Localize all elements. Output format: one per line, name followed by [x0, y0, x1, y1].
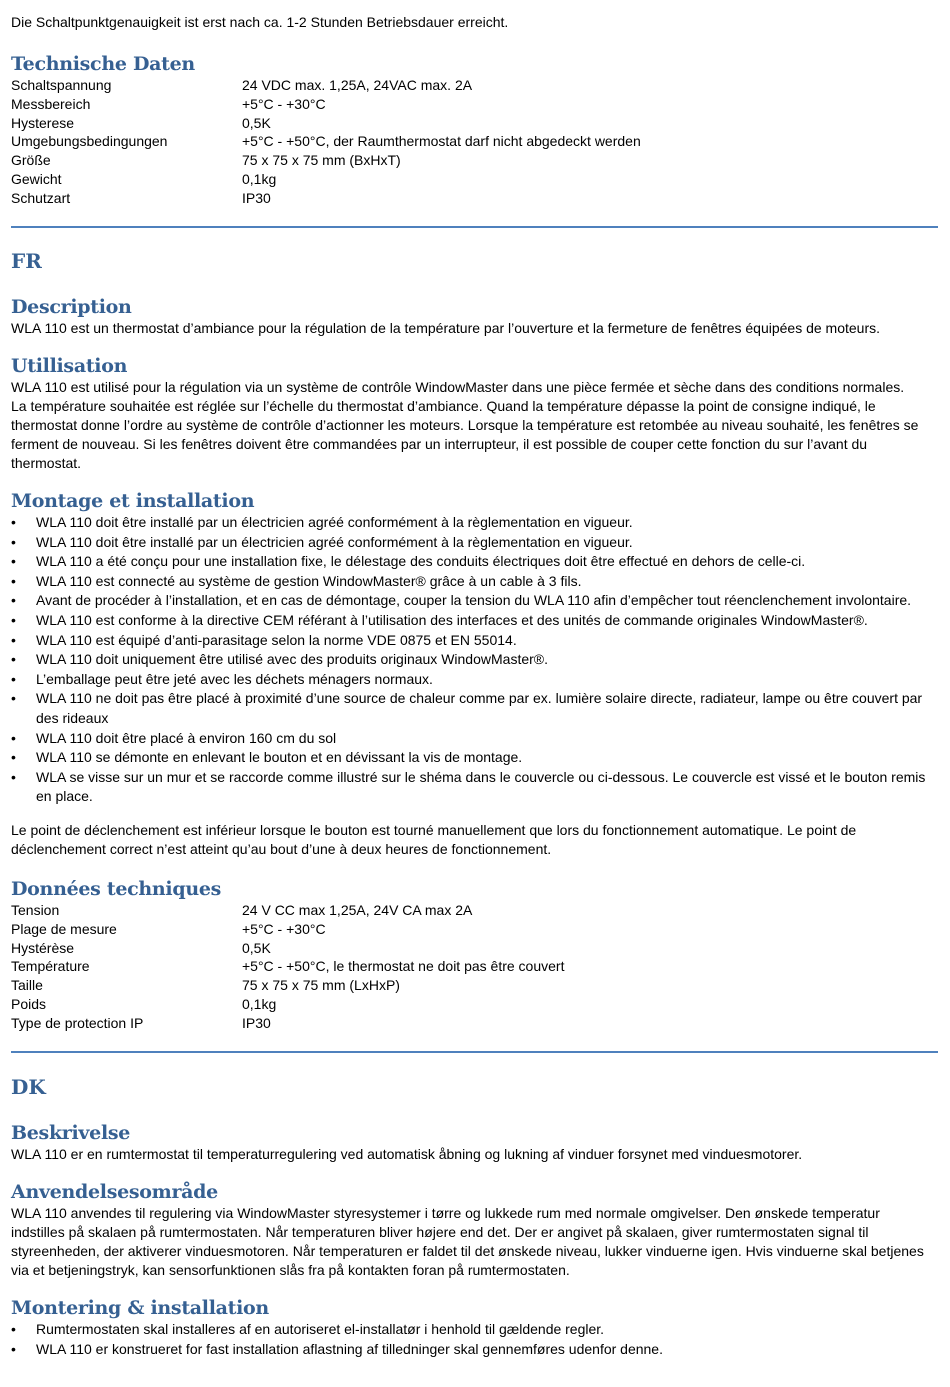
fr-use-line: thermostat. [11, 455, 82, 471]
list-item: • WLA 110 doit être placé à environ 160 cm du sol [11, 729, 939, 749]
dk-use-line: via et betjeningstryk, kan sensorfunktionen slås fra på kontakten foran på rumtermostaten. [11, 1262, 570, 1278]
spec-row [11, 132, 939, 151]
spec-value: 24 VDC max. 1,25A, 24VAC max. 2A [242, 77, 473, 93]
de-tech-heading: Technische Daten [11, 53, 195, 75]
spec-value: 0,1kg [242, 995, 277, 1012]
list-item: • WLA 110 ne doit pas être placé à proximité d’une source de chaleur comme par ex. lumière solaire directe, radiateur, lampe ou être couvert par des rideaux [11, 689, 939, 728]
spec-row [11, 939, 939, 958]
list-item: • WLA se visse sur un mur et se raccorde comme illustré sur le shéma dans le couvercle ou ci-dessous. Le couvercle est vissé et le bouton remis en place. [11, 768, 939, 807]
fr-desc-text: WLA 110 est un thermostat d’ambiance pour la régulation de la température par l’ouverture et la fermeture de fenêtres équipées de moteurs. [11, 320, 881, 336]
list-item: • Avant de procéder à l’installation, et en cas de démontage, couper la tension du WLA 110 afin d’empêcher tout réenclenchement involontaire. [11, 591, 939, 611]
dk-section-title: DK [11, 1075, 46, 1099]
fr-install-list [11, 513, 939, 807]
list-item: • WLA 110 se démonte en enlevant le bouton et en dévissant la vis de montage. [11, 748, 939, 768]
de-tech-section [11, 52, 939, 208]
dk-description-section [11, 1121, 939, 1164]
spec-value: 0,1kg [242, 170, 277, 187]
fr-install-section [11, 489, 939, 807]
spec-label: Gewicht [11, 170, 62, 187]
spec-label: Schutzart [11, 189, 71, 206]
spec-row [11, 189, 939, 208]
fr-install-heading: Montage et installation [11, 490, 255, 512]
dk-section-title-block [11, 1074, 939, 1100]
fr-trigger-line: déclenchement correct n’est atteint qu’au bout d’une à deux heures de fonctionnement. [11, 841, 552, 857]
spec-row [11, 976, 939, 995]
spec-value: 0,5K [242, 939, 271, 956]
list-item: • L’emballage peut être jeté avec les déchets ménagers normaux. [11, 670, 939, 690]
fr-use-line: WLA 110 est utilisé pour la régulation via un système de contrôle WindowMaster dans une pièce fermée et sèche dans des conditions normales. [11, 379, 905, 395]
spec-row [11, 957, 939, 976]
fr-use-line: thermostat donne l’ordre au système de contrôle d’actionner les moteurs. Lorsque la température est retombée au niveau souhaité, les fenêtres se [11, 417, 919, 433]
spec-value: 75 x 75 x 75 mm (BxHxT) [242, 152, 401, 169]
dk-install-section [11, 1296, 939, 1359]
dk-use-line: indstilles på skalaen på rumtermostaten. Når temperaturen bliver højere end det. Der er angivet på skalaen, giver rumtermostaten signal til [11, 1224, 869, 1240]
list-item: • WLA 110 est conforme à la directive CEM référant à l’utilisation des interfaces et des unités de commande originales WindowMaster®. [11, 611, 939, 631]
fr-use-paragraph [11, 378, 939, 473]
spec-label: Tension [11, 902, 60, 918]
list-item: • WLA 110 doit être installé par un électricien agréé conformément à la règlementation en vigueur. [11, 533, 939, 553]
section-divider-dk [11, 1051, 938, 1053]
dk-install-list [11, 1320, 939, 1359]
spec-value: IP30 [242, 1014, 271, 1031]
fr-spec-table [11, 901, 939, 1033]
spec-label: Hysterese [11, 114, 75, 131]
spec-row [11, 920, 939, 939]
list-item: • WLA 110 er konstrueret for fast installation aflastning af tilledninger skal gennemføres udenfor denne. [11, 1340, 939, 1360]
spec-row [11, 76, 939, 95]
fr-trigger-line: Le point de déclenchement est inférieur lorsque le bouton est tourné manuellement que lors du fonctionnement automatique. Le point de [11, 822, 857, 838]
dk-use-line: WLA 110 anvendes til regulering via WindowMaster styresystemer i tørre og lukkede rum med normale omgivelser. Den ønskede temperatur [11, 1205, 880, 1221]
fr-use-line: La température souhaitée est réglée sur l’échelle du thermostat d’ambiance. Quand la température dépasse la point de consigne indiqué, le [11, 398, 876, 414]
spec-value: +5°C - +50°C, le thermostat ne doit pas être couvert [242, 958, 565, 975]
spec-row [11, 995, 939, 1014]
spec-label: Plage de mesure [11, 920, 117, 937]
fr-use-line: ferment de nouveau. Si les fenêtres doivent être commandées par un interrupteur, il est possible de couper cette fonction du sur l’avant du [11, 436, 868, 452]
spec-label: Poids [11, 995, 47, 1012]
spec-value: 0,5K [242, 114, 271, 131]
spec-row [11, 901, 939, 920]
dk-use-paragraph [11, 1204, 939, 1280]
spec-value: IP30 [242, 189, 271, 206]
spec-label: Hystérèse [11, 939, 75, 956]
spec-label: Taille [11, 977, 43, 994]
spec-label: Type de protection IP [11, 1014, 144, 1031]
fr-desc-heading: Description [11, 296, 132, 318]
fr-trigger-paragraph [11, 821, 939, 859]
fr-section-title-block [11, 248, 939, 274]
list-item: • WLA 110 est connecté au système de gestion WindowMaster® grâce à un cable à 3 fils. [11, 572, 939, 592]
fr-tech-heading: Données techniques [11, 878, 222, 900]
spec-label: Größe [11, 152, 51, 169]
fr-use-heading: Utillisation [11, 355, 128, 377]
dk-use-line: styreenheden, der aktiverer vinduesmotoren. Når temperaturen er faldet til det ønskede niveau, lukker vinduerne igen. Hvis vinduerne skal betjenes [11, 1243, 924, 1259]
list-item: • Rumtermostaten skal installeres af en autoriseret el-installatør i henhold til gældende regler. [11, 1320, 939, 1340]
spec-row [11, 170, 939, 189]
dk-install-heading: Montering & installation [11, 1297, 269, 1319]
list-item: • WLA 110 doit uniquement être utilisé avec des produits originaux WindowMaster®. [11, 650, 939, 670]
list-item: • WLA 110 est équipé d’anti-parasitage selon la norme VDE 0875 et EN 55014. [11, 631, 939, 651]
spec-value: +5°C - +30°C [242, 95, 326, 112]
fr-tech-section [11, 877, 939, 1033]
list-item: • WLA 110 a été conçu pour une installation fixe, le délestage des conduits électriques doit être effectué en dehors de celle-ci. [11, 552, 939, 572]
spec-label: Température [11, 958, 90, 975]
spec-row [11, 151, 939, 170]
list-item: • WLA 110 doit être installé par un électricien agréé conformément à la règlementation en vigueur. [11, 513, 939, 533]
dk-use-heading: Anvendelsesområde [11, 1181, 218, 1203]
fr-description-section [11, 295, 939, 338]
spec-row [11, 114, 939, 133]
dk-desc-text: WLA 110 er en rumtermostat til temperaturregulering ved automatisk åbning og lukning af vinduer forsynet med vinduesmotorer. [11, 1146, 803, 1162]
fr-section-title: FR [11, 249, 42, 273]
spec-row [11, 1014, 939, 1033]
dk-use-section [11, 1180, 939, 1280]
spec-value: 24 V CC max 1,25A, 24V CA max 2A [242, 902, 473, 918]
spec-value: +5°C - +50°C, der Raumthermostat darf nicht abgedeckt werden [242, 133, 641, 150]
dk-desc-heading: Beskrivelse [11, 1122, 131, 1144]
spec-value: +5°C - +30°C [242, 920, 326, 937]
spec-label: Messbereich [11, 95, 91, 112]
spec-label: Schaltspannung [11, 77, 112, 93]
de-spec-table [11, 76, 939, 208]
spec-label: Umgebungsbedingungen [11, 133, 168, 150]
fr-use-section [11, 354, 939, 473]
spec-value: 75 x 75 x 75 mm (LxHxP) [242, 977, 400, 994]
spec-row [11, 95, 939, 114]
section-divider-fr [11, 226, 938, 228]
de-intro-text: Die Schaltpunktgenauigkeit ist erst nach ca. 1-2 Stunden Betriebsdauer erreicht. [11, 14, 509, 30]
